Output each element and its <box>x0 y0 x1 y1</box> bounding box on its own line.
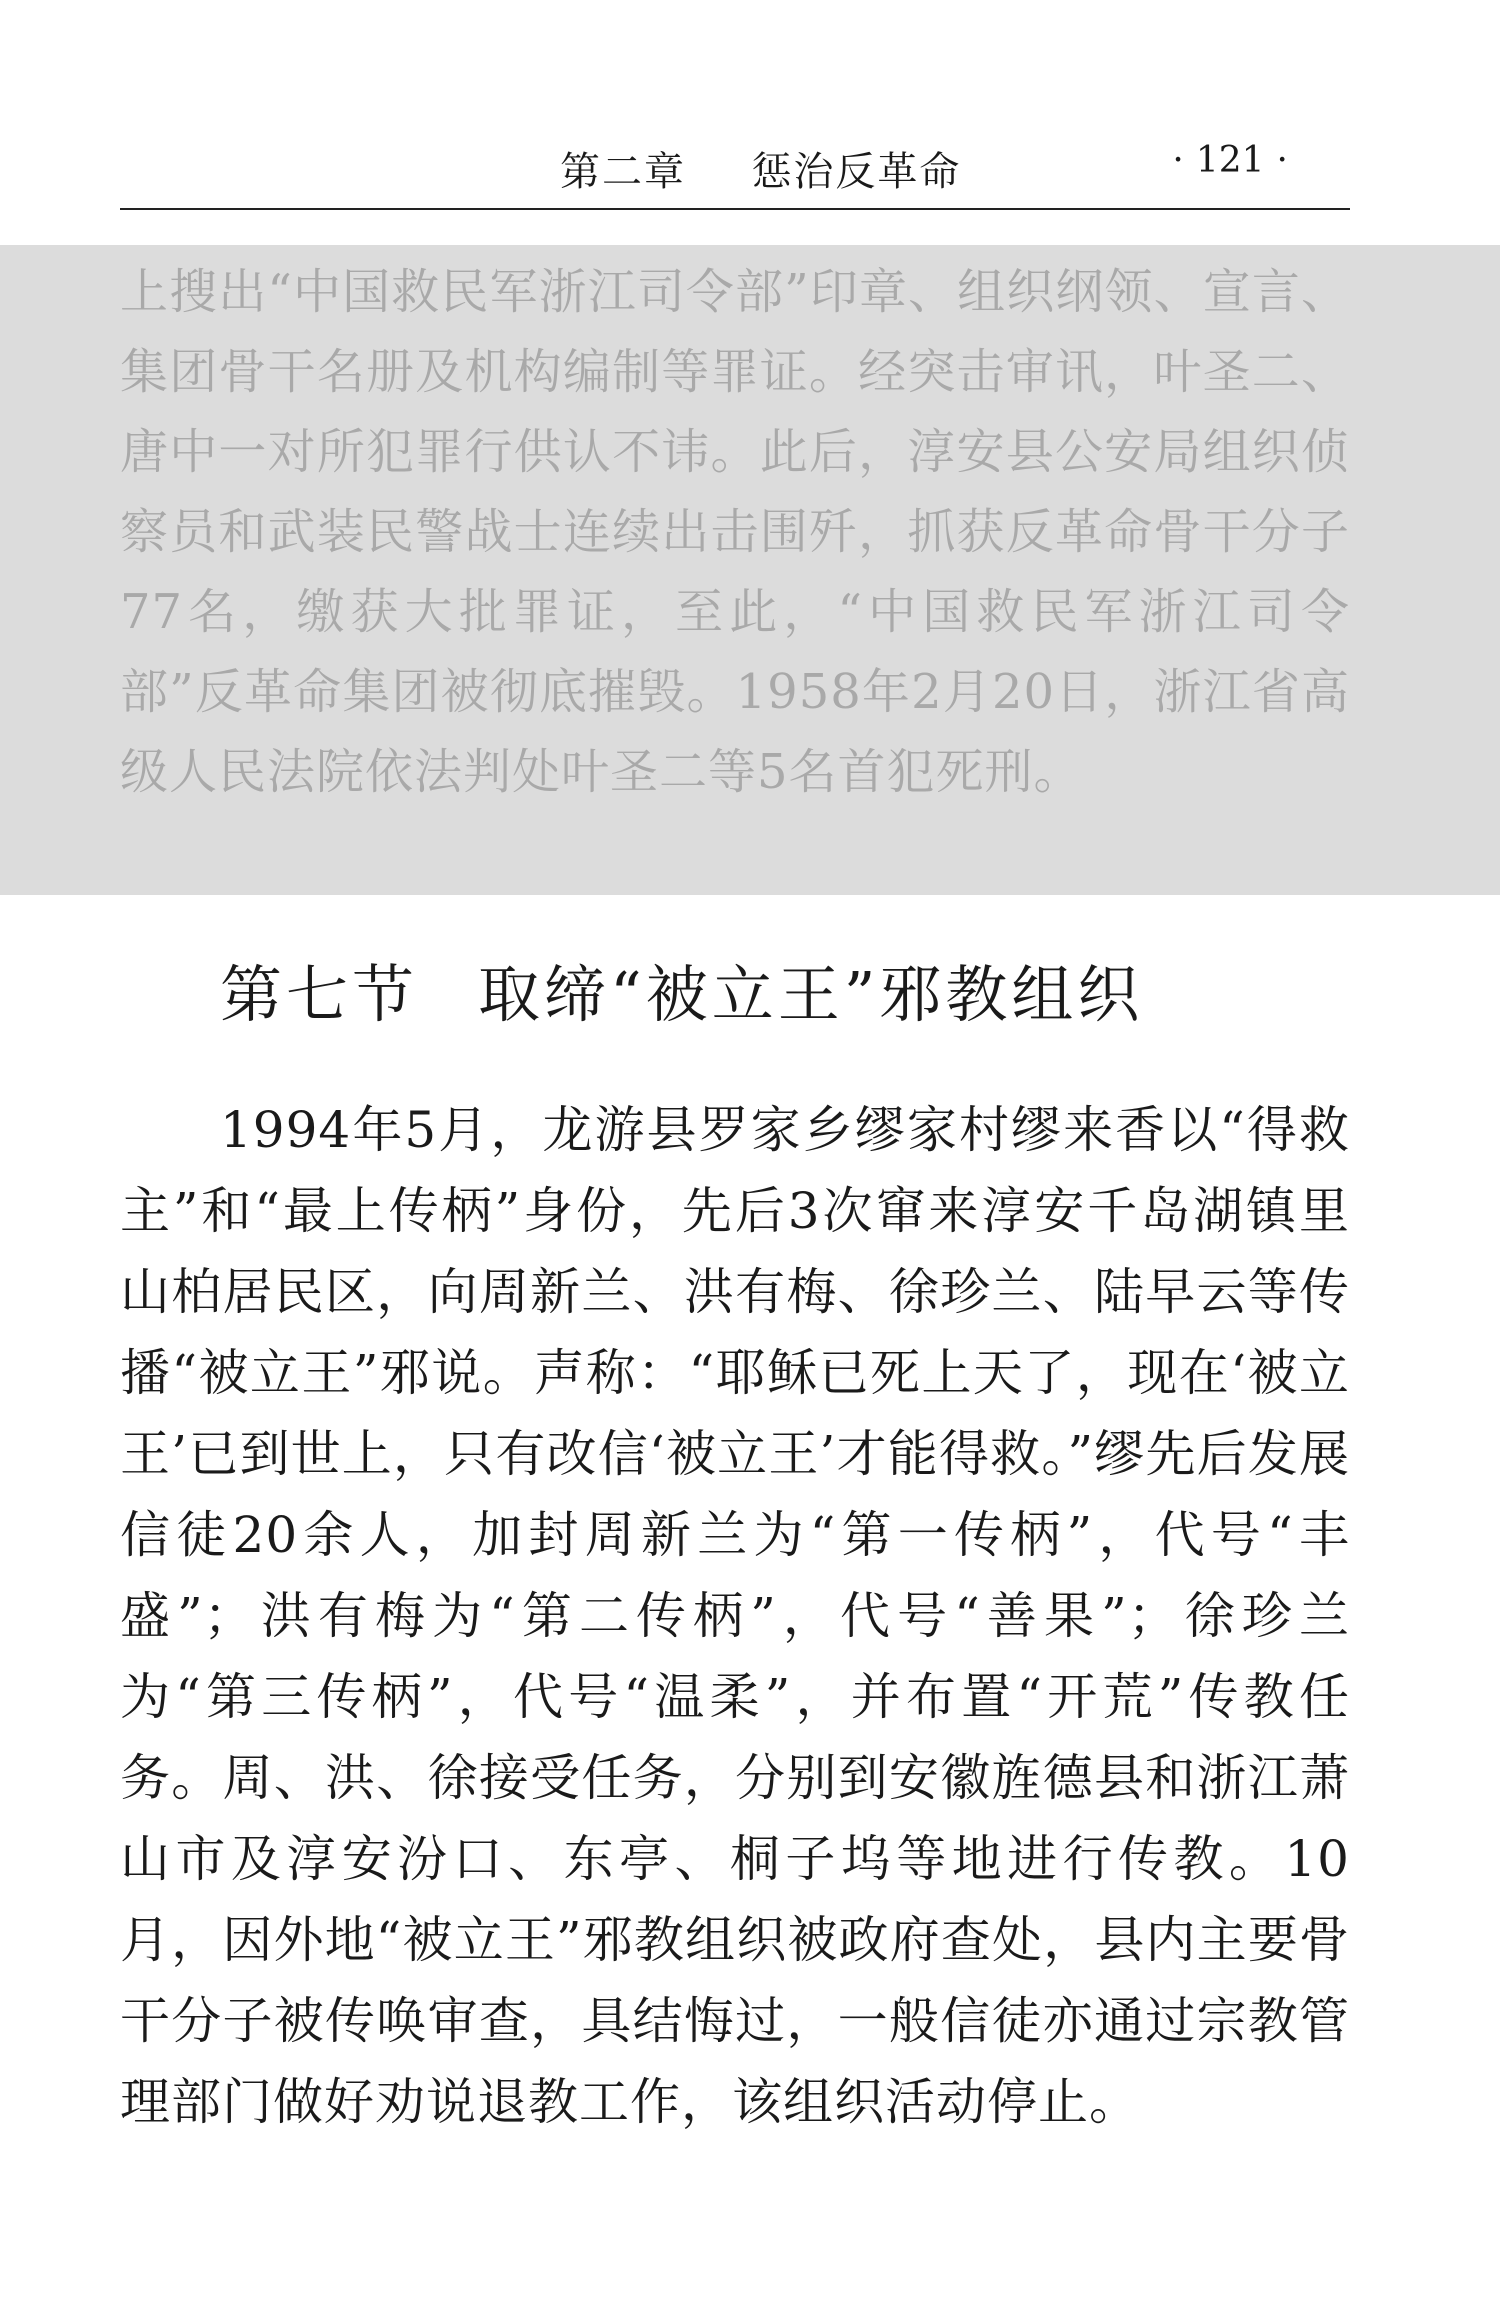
previous-section-tail: 上搜出“中国救民军浙江司令部”印章、组织纲领、宣言、集团骨干名册及机构编制等罪证。经突击审讯，叶圣二、唐中一对所犯罪行供认不讳。此后，淳安县公安局组织侦察员和武装民警战士连续出击围歼，抓获反革命骨干分子77名，缴获大批罪证，至此，“中国救民军浙江司令部”反革命集团被彻底摧毁。1958年2月20日，浙江省高级人民法院依法判处叶圣二等5名首犯死刑。 <box>120 264 1350 800</box>
chapter-title: 惩治反革命 <box>751 149 962 195</box>
chapter-heading <box>560 140 961 197</box>
page-number: · 121 · <box>1172 140 1288 181</box>
section-title: 取缔“被立王”邪教组织 <box>478 958 1144 1031</box>
section-number: 第七节 <box>220 958 419 1031</box>
page-number-value: 121 <box>1195 140 1265 181</box>
header-divider <box>120 208 1350 210</box>
body-paragraph: 1994年5月，龙游县罗家乡缪家村缪来香以“得救主”和“最上传柄”身份，先后3次窜来淳安千岛湖镇里山柏居民区，向周新兰、洪有梅、徐珍兰、陆早云等传播“被立王”邪说。声称：“耶稣已死上天了，现在‘被立王’已到世上，只有改信‘被立王’才能得救。”缪先后发展信徒20余人，加封周新兰为“第一传柄”，代号“丰盛”；洪有梅为“第二传柄”，代号“善果”；徐珍兰为“第三传柄”，代号“温柔”，并布置“开荒”传教任务。周、洪、徐接受任务，分别到安徽旌德县和浙江萧山市及淳安汾口、东亭、桐子坞等地进行传教。10月，因外地“被立王”邪教组织被政府查处，县内主要骨干分子被传唤审查，具结悔过，一般信徒亦通过宗教管理部门做好劝说退教工作，该组织活动停止。 <box>120 1101 1350 2131</box>
running-header <box>120 140 1360 210</box>
chapter-number: 第二章 <box>560 149 686 195</box>
section-heading <box>220 945 1143 1034</box>
